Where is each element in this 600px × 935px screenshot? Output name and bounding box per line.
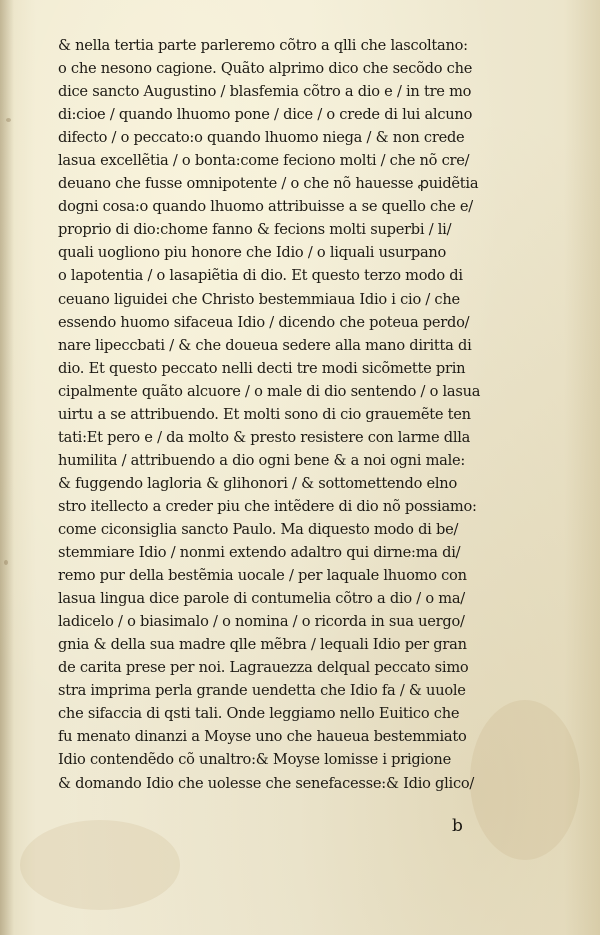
text-line: humilita / attribuendo a dio ogni bene & a noi ogni male: xyxy=(58,451,466,469)
text-line: o lapotentia / o lasapiẽtia di dio. Et questo terzo modo di xyxy=(58,267,463,285)
text-line: & nella tertia parte parleremo cõtro a qlli che lascoltano: xyxy=(58,37,468,54)
text-line: cipalmente quãto alcuore / o male di dio sentendo / o lasua xyxy=(58,382,481,400)
text-line: de carita prese per noi. Lagrauezza delqual peccato simo xyxy=(58,659,469,677)
text-line: stro itellecto a creder piu che intẽdere di dio nõ possiamo: xyxy=(58,497,477,515)
text-line: lasua excellẽtia / o bonta:come feciono molti / che nõ cre/ xyxy=(58,152,470,170)
text-line: tati:Et pero e / da molto & presto resistere con larme dlla xyxy=(58,428,471,446)
text-line: quali uogliono piu honore che Idio / o liquali usurpano xyxy=(58,244,447,262)
text-line: ladicelo / o biasimalo / o nomina / o ricorda in sua uergo/ xyxy=(58,613,465,631)
signature-mark: b xyxy=(452,816,463,836)
text-line: deuano che fusse omnipotente / o che nõ hauesse ꝓuidẽtia xyxy=(58,175,479,193)
text-block xyxy=(58,34,488,795)
text-line: stemmiare Idio / nonmi extendo adaltro qui dirne:ma di/ xyxy=(58,544,461,562)
text-line: dogni cosa:o quando lhuomo attribuisse a se quello che e/ xyxy=(58,198,473,216)
text-line: nare lipeccbati / & che doueua sedere alla mano diritta di xyxy=(58,336,472,354)
text-line: proprio di dio:chome fanno & fecions molti superbi / li/ xyxy=(58,221,452,239)
text-line: uirtu a se attribuendo. Et molti sono di cio grauemẽte ten xyxy=(58,405,471,423)
text-line: & domando Idio che uolesse che senefacesse:& Idio glico/ xyxy=(58,774,475,792)
text-line: Idio contendẽdo cõ unaltro:& Moyse lomisse i prigione xyxy=(58,751,451,769)
text-line: stra imprima perla grande uendetta che Idio fa / & uuole xyxy=(58,682,466,700)
text-line: & fuggendo lagloria & glihonori / & sottomettendo elno xyxy=(58,474,457,492)
text-line: remo pur della bestẽmia uocale / per laquale lhuomo con xyxy=(58,567,467,585)
text-line: dio. Et questo peccato nelli decti tre modi sicõmette prin xyxy=(58,359,466,377)
paper-stain xyxy=(20,820,180,910)
text-line: lasua lingua dice parole di contumelia cõtro a dio / o ma/ xyxy=(58,590,465,608)
text-line: dice sancto Augustino / blasfemia cõtro a dio e / in tre mo xyxy=(58,83,472,101)
text-line: che sifaccia di qsti tali. Onde leggiamo nello Euitico che xyxy=(58,705,460,723)
paper-wormhole xyxy=(4,560,8,565)
text-line: difecto / o peccato:o quando lhuomo niega / & non crede xyxy=(58,129,465,147)
text-line: fu menato dinanzi a Moyse uno che haueua bestemmiato xyxy=(58,728,467,746)
paper-wormhole xyxy=(6,118,11,122)
text-line: essendo huomo sifaceua Idio / dicendo che poteua perdo/ xyxy=(58,313,470,331)
text-line: ceuano liguidei che Christo bestemmiaua Idio i cio / che xyxy=(58,290,460,308)
text-line: gnia & della sua madre qlle mẽbra / lequali Idio per gran xyxy=(58,636,467,654)
text-line: di:cioe / quando lhuomo pone / dice / o crede di lui alcuno xyxy=(58,106,473,124)
binding-gutter-shadow xyxy=(0,0,14,935)
text-line: o che nesono cagione. Quãto alprimo dico che secõdo che xyxy=(58,60,473,78)
text-line: come ciconsiglia sancto Paulo. Ma diquesto modo di be/ xyxy=(58,520,459,538)
